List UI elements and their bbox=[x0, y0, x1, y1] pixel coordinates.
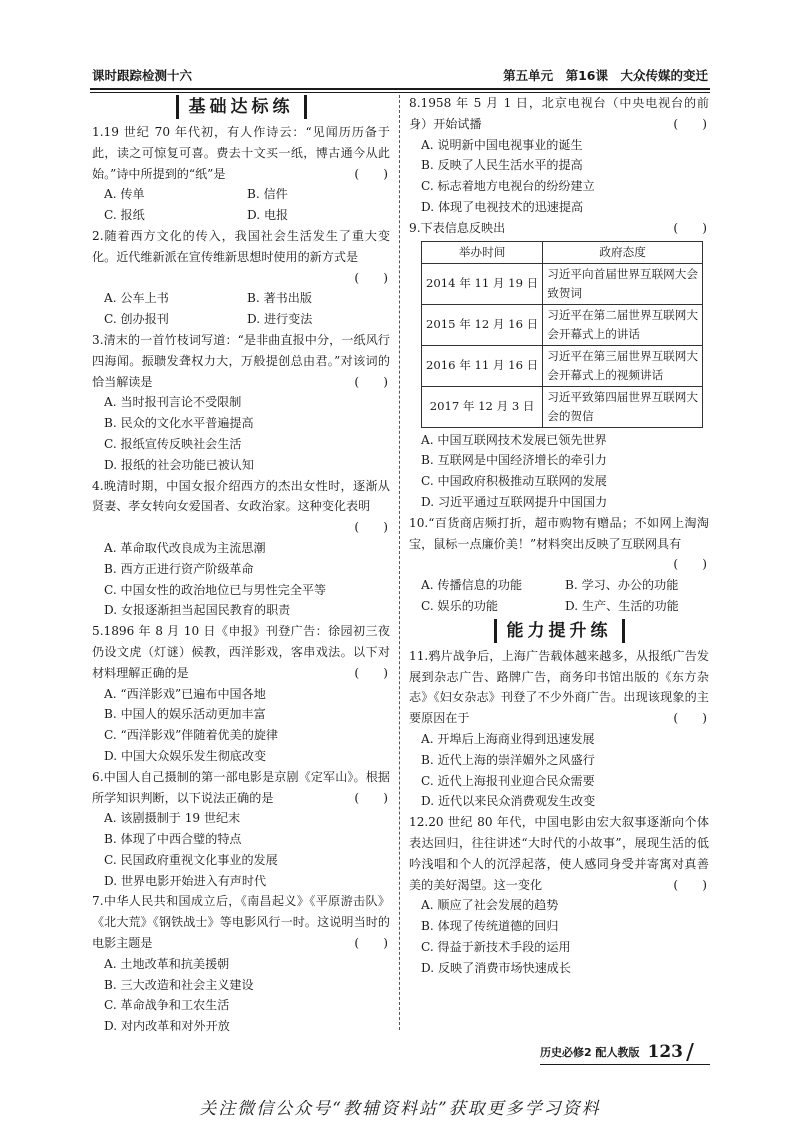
question-7 bbox=[92, 891, 390, 1037]
footer-rule bbox=[540, 1064, 710, 1065]
answer-blank[interactable]: ( ) bbox=[354, 790, 388, 805]
question-stem: 5.1896 年 8 月 10 日《申报》刊登广告：徐园初三夜仍设文虎（灯谜）候教，西洋影戏，客串戏法。以下对材料理解正确的是 bbox=[92, 624, 390, 680]
option-d[interactable]: D. 习近平通过互联网提升中国国力 bbox=[421, 494, 608, 509]
question-2 bbox=[92, 226, 390, 330]
option-a[interactable]: A. 传播信息的功能 bbox=[421, 578, 523, 593]
answer-blank[interactable]: ( ) bbox=[354, 270, 388, 285]
question-12 bbox=[409, 812, 709, 978]
table-row bbox=[422, 345, 703, 386]
question-stem: 4.晚清时期，中国女报介绍西方的杰出女性时，逐渐从贤妻、孝女转向女爱国者、女政治家。这种变化表明 bbox=[92, 478, 390, 514]
option-d[interactable]: D. 女报逐渐担当起国民教育的职责 bbox=[104, 603, 291, 618]
question-stem: 7.中华人民共和国成立后，《南昌起义》《平原游击队》《北大荒》《钢铁战士》等电影风行一时。这说明当时的电影主题是 bbox=[92, 894, 390, 951]
question-5 bbox=[92, 621, 390, 767]
question-11 bbox=[409, 646, 709, 812]
question-stem: 6.中国人自己摄制的第一部电影是京剧《定军山》。根据所学知识判断，以下说法正确的是 bbox=[92, 769, 390, 805]
option-c[interactable]: C. 革命战争和工农生活 bbox=[104, 998, 230, 1013]
option-d[interactable]: D. 体现了电视技术的迅速提高 bbox=[421, 199, 584, 214]
option-a[interactable]: A. 开埠后上海商业得到迅速发展 bbox=[421, 731, 595, 746]
option-d[interactable]: D. 世界电影开始进入有声时代 bbox=[104, 873, 267, 888]
watermark-text: 关注微信公众号“教辅资料站”获取更多学习资料 bbox=[199, 1099, 601, 1119]
option-b[interactable]: B. 体现了传统道德的回归 bbox=[421, 919, 559, 934]
option-d[interactable]: D. 中国大众娱乐发生彻底改变 bbox=[104, 748, 267, 763]
question-6 bbox=[92, 767, 390, 892]
answer-blank[interactable]: ( ) bbox=[354, 520, 388, 535]
answer-blank[interactable]: ( ) bbox=[673, 116, 707, 131]
section-advanced-title: 能力提升练 bbox=[494, 619, 625, 643]
option-a[interactable]: A. “西洋影戏”已遍布中国各地 bbox=[104, 686, 266, 701]
table-cell-date: 2014 年 11 月 19 日 bbox=[422, 263, 543, 304]
table-cell-date: 2016 年 11 月 16 日 bbox=[422, 345, 543, 386]
option-d[interactable]: D. 进行变法 bbox=[247, 312, 313, 327]
lesson-title: 第五单元 第16课 大众传媒的变迁 bbox=[503, 68, 708, 83]
right-column bbox=[409, 93, 709, 979]
answer-blank[interactable]: ( ) bbox=[673, 877, 707, 892]
question-8 bbox=[409, 93, 709, 218]
question-stem: 10.“百货商店频打折，超市购物有赠品；不如网上淘淘宝，鼠标一点廉价美！”材料突出反映了互联网具有 bbox=[409, 515, 709, 551]
option-a[interactable]: A. 当时报刊言论不受限制 bbox=[104, 395, 242, 410]
table-row bbox=[422, 386, 703, 427]
option-c[interactable]: C. 报纸宣传反映社会生活 bbox=[104, 436, 242, 451]
option-a[interactable]: A. 传单 bbox=[104, 187, 145, 202]
option-d[interactable]: D. 对内改革和对外开放 bbox=[104, 1019, 230, 1034]
option-a[interactable]: A. 说明新中国电视事业的诞生 bbox=[421, 137, 583, 152]
section-advanced bbox=[409, 619, 709, 643]
answer-blank[interactable]: ( ) bbox=[354, 665, 388, 680]
question-stem: 3.清末的一首竹枝词写道：“是非曲直报中分，一纸风行四海闻。振聩发聋权力大，万般提创总由君。”对该词的恰当解读是 bbox=[92, 332, 390, 389]
option-b[interactable]: B. 反映了人民生活水平的提高 bbox=[421, 158, 583, 173]
option-d[interactable]: D. 电报 bbox=[247, 208, 289, 223]
option-c[interactable]: C. 近代上海报刊业迎合民众需要 bbox=[421, 773, 595, 788]
option-a[interactable]: A. 土地改革和抗美援朝 bbox=[104, 956, 230, 971]
page-header bbox=[92, 62, 708, 84]
option-b[interactable]: B. 近代上海的崇洋媚外之风盛行 bbox=[421, 752, 595, 767]
option-c[interactable]: C. 中国政府积极推动互联网的发展 bbox=[421, 474, 607, 489]
question-stem: 2.随着西方文化的传入，我国社会生活发生了重大变化。近代维新派在宣传维新思想时使用的新方式是 bbox=[92, 228, 390, 264]
answer-blank[interactable]: ( ) bbox=[673, 711, 707, 726]
table-cell-date: 2017 年 12 月 3 日 bbox=[422, 386, 543, 427]
question-3 bbox=[92, 330, 390, 476]
option-b[interactable]: B. 学习、办公的功能 bbox=[565, 578, 679, 593]
question-stem: 12.20 世纪 80 年代，中国电影由宏大叙事逐渐向个体表达回归，往往讲述“大时代的小故事”，展现生活的低吟浅唱和个人的沉浮起落，使人感同身受并寄寓对真善美的美好渴望。这一变化 bbox=[409, 815, 709, 892]
header-rule bbox=[90, 88, 710, 90]
table-row bbox=[422, 304, 703, 345]
question-10 bbox=[409, 513, 709, 617]
option-b[interactable]: B. 著书出版 bbox=[247, 291, 312, 306]
option-a[interactable]: A. 顺应了社会发展的趋势 bbox=[421, 898, 559, 913]
option-b[interactable]: B. 西方正进行资产阶级革命 bbox=[104, 561, 254, 576]
answer-blank[interactable]: ( ) bbox=[673, 220, 707, 235]
question-stem: 11.鸦片战争后，上海广告载体越来越多，从报纸广告发展到杂志广告、路牌广告，商务印书馆出版的《东方杂志》《妇女杂志》刊登了不少外商广告。出现该现象的主要原因在于 bbox=[409, 648, 709, 726]
option-a[interactable]: A. 中国互联网技术发展已领先世界 bbox=[421, 432, 607, 447]
option-b[interactable]: B. 中国人的娱乐活动更加丰富 bbox=[104, 707, 266, 722]
internet-conference-table bbox=[421, 241, 703, 428]
question-9 bbox=[409, 218, 709, 513]
option-b[interactable]: B. 三大改造和社会主义建设 bbox=[104, 977, 254, 992]
section-basic bbox=[92, 95, 390, 119]
option-c[interactable]: C. 娱乐的功能 bbox=[421, 598, 498, 613]
question-1 bbox=[92, 122, 390, 226]
option-c[interactable]: C. 创办报刊 bbox=[104, 312, 169, 327]
answer-blank[interactable]: ( ) bbox=[354, 374, 388, 389]
option-d[interactable]: D. 反映了消费市场快速成长 bbox=[421, 960, 571, 975]
table-cell-attitude: 习近平向首届世界互联网大会致贺词 bbox=[543, 263, 703, 304]
option-a[interactable]: A. 革命取代改良成为主流思潮 bbox=[104, 540, 266, 555]
table-cell-date: 2015 年 12 月 16 日 bbox=[422, 304, 543, 345]
option-c[interactable]: C. 民国政府重视文化事业的发展 bbox=[104, 852, 278, 867]
textbook-label: 历史必修2 配人教版 bbox=[540, 1046, 640, 1059]
answer-blank[interactable]: ( ) bbox=[354, 166, 388, 181]
question-stem: 1.19 世纪 70 年代初，有人作诗云：“见闻历历备于此，读之可惊复可喜。费去十文买一纸，博古通今从此始。”诗中所提到的“纸”是 bbox=[92, 125, 390, 181]
table-cell-attitude: 习近平致第四届世界互联网大会的贺信 bbox=[543, 386, 703, 427]
option-b[interactable]: B. 信件 bbox=[247, 187, 288, 202]
option-c[interactable]: C. “西洋影戏”伴随着优美的旋律 bbox=[104, 728, 279, 743]
question-4 bbox=[92, 476, 390, 622]
option-d[interactable]: D. 报纸的社会功能已被认知 bbox=[104, 457, 254, 472]
table-header-row bbox=[422, 241, 703, 263]
page-number: 123 bbox=[647, 1042, 683, 1062]
option-c[interactable]: C. 中国女性的政治地位已与男性完全平等 bbox=[104, 582, 327, 597]
option-b[interactable]: B. 互联网是中国经济增长的牵引力 bbox=[421, 453, 607, 468]
section-basic-title: 基础达标练 bbox=[176, 95, 307, 119]
footer-slash bbox=[686, 1043, 693, 1061]
table-cell-attitude: 习近平在第二届世界互联网大会开幕式上的讲话 bbox=[543, 304, 703, 345]
worksheet-title: 课时跟踪检测十六 bbox=[92, 68, 193, 83]
option-c[interactable]: C. 得益于新技术手段的运用 bbox=[421, 939, 571, 954]
option-a[interactable]: A. 该剧摄制于 19 世纪末 bbox=[104, 811, 241, 826]
answer-blank[interactable]: ( ) bbox=[673, 557, 707, 572]
answer-blank[interactable]: ( ) bbox=[354, 936, 388, 951]
option-d[interactable]: D. 近代以来民众消费观发生改变 bbox=[421, 794, 596, 809]
table-header: 举办时间 bbox=[422, 241, 543, 263]
table-header: 政府态度 bbox=[543, 241, 703, 263]
option-b[interactable]: B. 体现了中西合璧的特点 bbox=[104, 832, 242, 847]
question-stem: 8.1958 年 5 月 1 日，北京电视台（中央电视台的前身）开始试播 bbox=[409, 96, 709, 131]
option-c[interactable]: C. 报纸 bbox=[104, 208, 145, 223]
option-b[interactable]: B. 民众的文化水平普遍提高 bbox=[104, 416, 254, 431]
option-a[interactable]: A. 公车上书 bbox=[104, 291, 169, 306]
table-cell-attitude: 习近平在第三届世界互联网大会开幕式上的视频讲话 bbox=[543, 345, 703, 386]
option-c[interactable]: C. 标志着地方电视台的纷纷建立 bbox=[421, 179, 595, 194]
question-stem: 9.下表信息反映出 bbox=[409, 220, 506, 235]
option-d[interactable]: D. 生产、生活的功能 bbox=[565, 598, 679, 613]
table-row bbox=[422, 263, 703, 304]
page-footer bbox=[540, 1042, 690, 1062]
left-column bbox=[92, 93, 390, 1037]
column-divider bbox=[399, 95, 400, 1030]
